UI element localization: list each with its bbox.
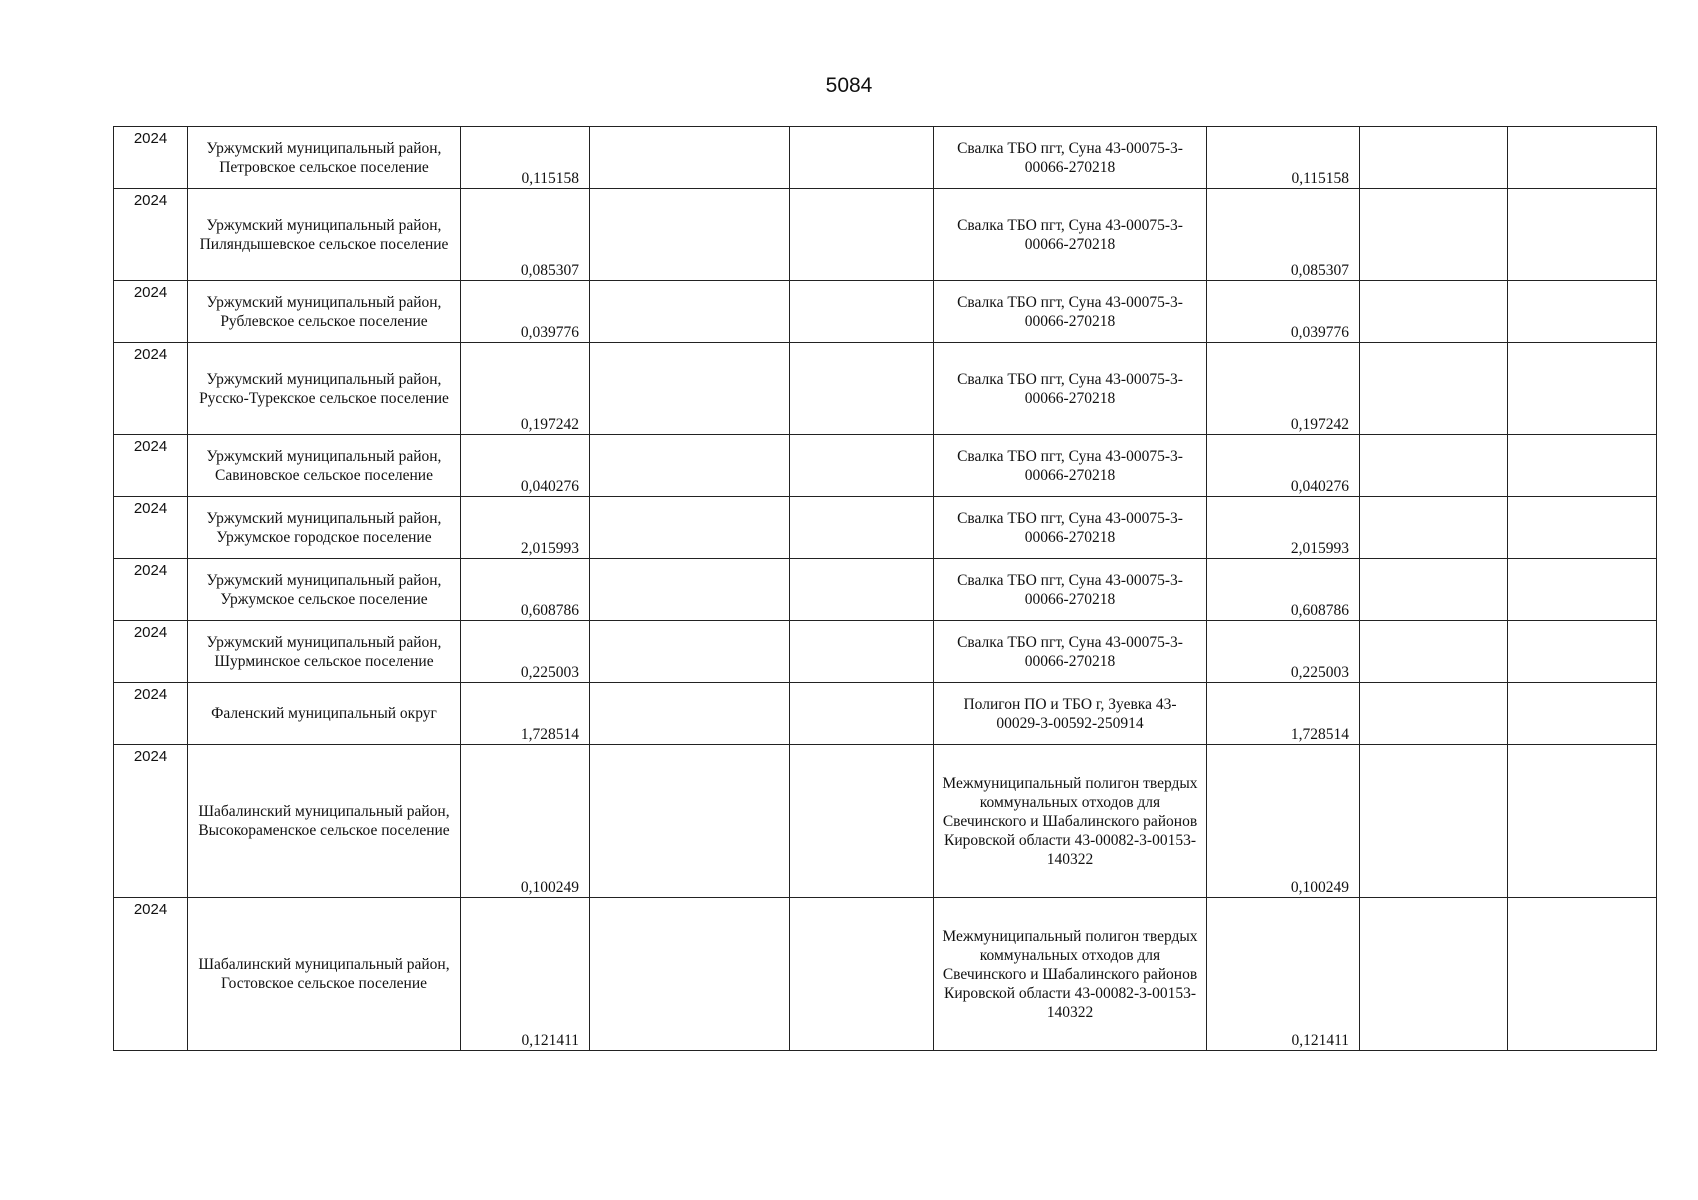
empty-cell	[1360, 621, 1508, 683]
value-cell: 0,197242	[1207, 343, 1360, 435]
municipality-cell: Уржумский муниципальный район, Рублевское сельское поселение	[188, 281, 461, 343]
empty-cell	[1360, 127, 1508, 189]
empty-cell	[790, 343, 934, 435]
value-cell: 1,728514	[461, 683, 590, 745]
empty-cell	[590, 621, 790, 683]
empty-cell	[1508, 497, 1657, 559]
empty-cell	[590, 189, 790, 281]
municipality-cell: Уржумский муниципальный район, Русско-Турекское сельское поселение	[188, 343, 461, 435]
table-row	[114, 745, 1657, 898]
empty-cell	[790, 127, 934, 189]
empty-cell	[590, 127, 790, 189]
empty-cell	[1360, 745, 1508, 898]
municipality-cell: Шабалинский муниципальный район, Гостовское сельское поселение	[188, 898, 461, 1051]
value-cell: 0,608786	[1207, 559, 1360, 621]
table-row	[114, 189, 1657, 281]
facility-cell: Свалка ТБО пгт, Суна 43-00075-3-00066-270218	[934, 621, 1207, 683]
empty-cell	[590, 559, 790, 621]
municipality-cell: Фаленский муниципальный округ	[188, 683, 461, 745]
value-cell: 0,040276	[461, 435, 590, 497]
facility-cell: Свалка ТБО пгт, Суна 43-00075-3-00066-270218	[934, 281, 1207, 343]
value-cell: 0,197242	[461, 343, 590, 435]
value-cell: 0,225003	[461, 621, 590, 683]
year-cell: 2024	[114, 127, 188, 189]
facility-cell: Свалка ТБО пгт, Суна 43-00075-3-00066-270218	[934, 343, 1207, 435]
empty-cell	[1508, 683, 1657, 745]
municipality-cell: Уржумский муниципальный район, Уржумское городское поселение	[188, 497, 461, 559]
empty-cell	[1508, 898, 1657, 1051]
empty-cell	[1508, 343, 1657, 435]
empty-cell	[790, 281, 934, 343]
year-cell: 2024	[114, 497, 188, 559]
empty-cell	[590, 281, 790, 343]
table-row	[114, 497, 1657, 559]
value-cell: 0,225003	[1207, 621, 1360, 683]
facility-cell: Межмуниципальный полигон твердых коммунальных отходов для Свечинского и Шабалинского районов Кировской области 43-00082-3-00153-140322	[934, 745, 1207, 898]
value-cell: 0,039776	[1207, 281, 1360, 343]
empty-cell	[1508, 745, 1657, 898]
municipality-cell: Уржумский муниципальный район, Савиновское сельское поселение	[188, 435, 461, 497]
value-cell: 0,039776	[461, 281, 590, 343]
value-cell: 0,100249	[1207, 745, 1360, 898]
empty-cell	[1360, 497, 1508, 559]
table-row	[114, 435, 1657, 497]
year-cell: 2024	[114, 189, 188, 281]
value-cell: 0,085307	[1207, 189, 1360, 281]
facility-cell: Свалка ТБО пгт, Суна 43-00075-3-00066-270218	[934, 435, 1207, 497]
value-cell: 2,015993	[461, 497, 590, 559]
empty-cell	[790, 621, 934, 683]
empty-cell	[1508, 621, 1657, 683]
empty-cell	[1508, 559, 1657, 621]
table-body	[114, 127, 1657, 1051]
value-cell: 0,115158	[1207, 127, 1360, 189]
table-row	[114, 127, 1657, 189]
empty-cell	[1360, 559, 1508, 621]
value-cell: 0,115158	[461, 127, 590, 189]
empty-cell	[590, 497, 790, 559]
table-row	[114, 621, 1657, 683]
value-cell: 2,015993	[1207, 497, 1360, 559]
empty-cell	[790, 898, 934, 1051]
value-cell: 0,085307	[461, 189, 590, 281]
value-cell: 0,121411	[1207, 898, 1360, 1051]
value-cell: 0,100249	[461, 745, 590, 898]
facility-cell: Свалка ТБО пгт, Суна 43-00075-3-00066-270218	[934, 189, 1207, 281]
empty-cell	[790, 559, 934, 621]
table-row	[114, 281, 1657, 343]
value-cell: 0,121411	[461, 898, 590, 1051]
municipality-cell: Уржумский муниципальный район, Уржумское сельское поселение	[188, 559, 461, 621]
table-row	[114, 683, 1657, 745]
year-cell: 2024	[114, 343, 188, 435]
year-cell: 2024	[114, 621, 188, 683]
empty-cell	[1360, 343, 1508, 435]
empty-cell	[590, 343, 790, 435]
empty-cell	[1360, 189, 1508, 281]
empty-cell	[1360, 898, 1508, 1051]
empty-cell	[590, 435, 790, 497]
empty-cell	[1360, 683, 1508, 745]
empty-cell	[790, 435, 934, 497]
empty-cell	[1360, 435, 1508, 497]
data-table	[113, 126, 1657, 1051]
table-row	[114, 898, 1657, 1051]
empty-cell	[590, 683, 790, 745]
empty-cell	[790, 497, 934, 559]
value-cell: 1,728514	[1207, 683, 1360, 745]
facility-cell: Свалка ТБО пгт, Суна 43-00075-3-00066-270218	[934, 127, 1207, 189]
facility-cell: Межмуниципальный полигон твердых коммунальных отходов для Свечинского и Шабалинского районов Кировской области 43-00082-3-00153-140322	[934, 898, 1207, 1051]
facility-cell: Свалка ТБО пгт, Суна 43-00075-3-00066-270218	[934, 559, 1207, 621]
municipality-cell: Уржумский муниципальный район, Петровское сельское поселение	[188, 127, 461, 189]
year-cell: 2024	[114, 559, 188, 621]
facility-cell: Свалка ТБО пгт, Суна 43-00075-3-00066-270218	[934, 497, 1207, 559]
table-row	[114, 559, 1657, 621]
year-cell: 2024	[114, 898, 188, 1051]
facility-cell: Полигон ПО и ТБО г, Зуевка 43-00029-3-00592-250914	[934, 683, 1207, 745]
empty-cell	[590, 745, 790, 898]
municipality-cell: Уржумский муниципальный район, Шурминское сельское поселение	[188, 621, 461, 683]
table-row	[114, 343, 1657, 435]
year-cell: 2024	[114, 281, 188, 343]
empty-cell	[1508, 127, 1657, 189]
empty-cell	[1508, 189, 1657, 281]
year-cell: 2024	[114, 683, 188, 745]
year-cell: 2024	[114, 745, 188, 898]
empty-cell	[1360, 281, 1508, 343]
empty-cell	[790, 683, 934, 745]
empty-cell	[1508, 435, 1657, 497]
empty-cell	[590, 898, 790, 1051]
page-number: 5084	[825, 74, 873, 97]
year-cell: 2024	[114, 435, 188, 497]
value-cell: 0,608786	[461, 559, 590, 621]
empty-cell	[790, 745, 934, 898]
empty-cell	[1508, 281, 1657, 343]
value-cell: 0,040276	[1207, 435, 1360, 497]
municipality-cell: Шабалинский муниципальный район, Высокораменское сельское поселение	[188, 745, 461, 898]
empty-cell	[790, 189, 934, 281]
municipality-cell: Уржумский муниципальный район, Пиляндышевское сельское поселение	[188, 189, 461, 281]
